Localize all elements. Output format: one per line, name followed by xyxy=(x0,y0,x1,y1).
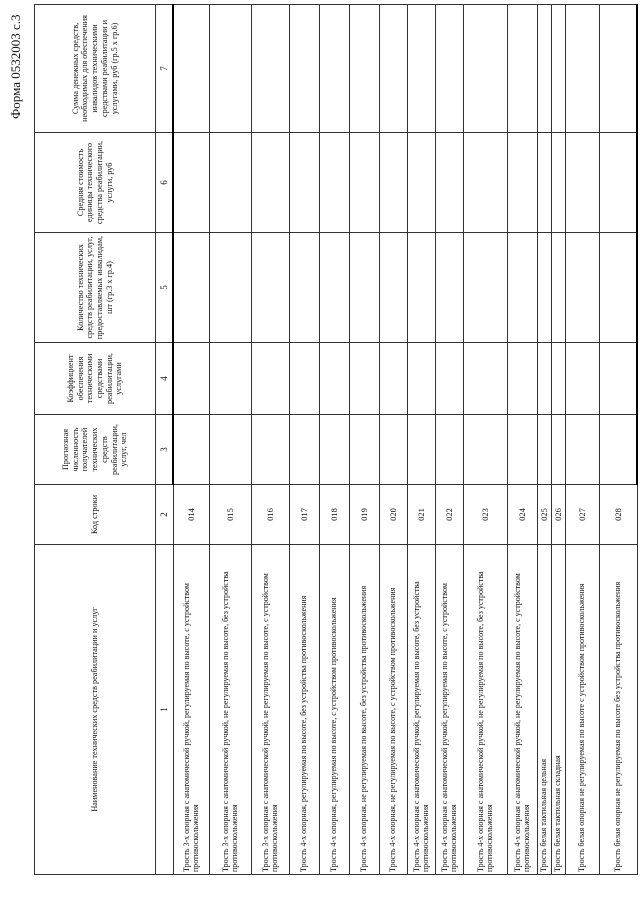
row-name: Трость 3-х опорная с анатомической ручкой, не регулируемая по высоте, с устройством противоскольжения xyxy=(251,545,289,875)
empty-value-cell[interactable] xyxy=(251,233,289,343)
row-code: 027 xyxy=(565,485,599,545)
row-code: 018 xyxy=(319,485,349,545)
row-code: 014 xyxy=(173,485,209,545)
empty-value-cell[interactable] xyxy=(289,133,319,233)
column-number-row xyxy=(156,5,174,875)
column-number: 4 xyxy=(156,343,174,415)
rehabilitation-means-table xyxy=(34,4,638,875)
empty-value-cell[interactable] xyxy=(507,415,537,485)
empty-value-cell[interactable] xyxy=(407,415,435,485)
row-code: 025 xyxy=(537,485,551,545)
table-row xyxy=(507,5,537,875)
empty-value-cell[interactable] xyxy=(289,5,319,133)
row-name: Трость белая тактильная складная xyxy=(551,545,565,875)
empty-value-cell[interactable] xyxy=(407,5,435,133)
empty-value-cell[interactable] xyxy=(349,133,379,233)
empty-value-cell[interactable] xyxy=(209,415,251,485)
empty-value-cell[interactable] xyxy=(209,343,251,415)
empty-value-cell[interactable] xyxy=(565,133,599,233)
empty-value-cell[interactable] xyxy=(463,343,507,415)
empty-value-cell[interactable] xyxy=(435,415,463,485)
header-code: Код строки xyxy=(35,485,156,545)
row-code: 019 xyxy=(349,485,379,545)
header-total-sum: Сумма денежных средств, необходимых для обеспечения инвалидов техническими средствами реабилитации и услугами, руб (гр.5 х гр.6) xyxy=(35,5,156,133)
empty-value-cell[interactable] xyxy=(537,343,551,415)
empty-value-cell[interactable] xyxy=(537,415,551,485)
empty-value-cell[interactable] xyxy=(507,343,537,415)
table-row xyxy=(565,5,599,875)
empty-value-cell[interactable] xyxy=(319,343,349,415)
empty-value-cell[interactable] xyxy=(507,5,537,133)
empty-value-cell[interactable] xyxy=(209,133,251,233)
row-name: Трость белая опорная не регулируемая по высоте с устройством противоскольжения xyxy=(565,545,599,875)
empty-value-cell[interactable] xyxy=(565,415,599,485)
empty-value-cell[interactable] xyxy=(289,343,319,415)
empty-value-cell[interactable] xyxy=(551,415,565,485)
table-row xyxy=(349,5,379,875)
table-row xyxy=(463,5,507,875)
empty-value-cell[interactable] xyxy=(173,343,209,415)
row-name: Трость 3-х опорная с анатомической ручкой, регулируемая по высоте, с устройством противоскольжения xyxy=(173,545,209,875)
empty-value-cell[interactable] xyxy=(379,343,407,415)
empty-value-cell[interactable] xyxy=(537,5,551,133)
table-row xyxy=(379,5,407,875)
empty-value-cell[interactable] xyxy=(537,233,551,343)
header-coefficient: Коэффициент обеспечения техническими средствами реабилитации, услугами xyxy=(35,343,156,415)
empty-value-cell[interactable] xyxy=(565,5,599,133)
empty-value-cell[interactable] xyxy=(599,415,637,485)
empty-value-cell[interactable] xyxy=(379,133,407,233)
table-row xyxy=(599,5,637,875)
table-row xyxy=(319,5,349,875)
column-number: 5 xyxy=(156,233,174,343)
empty-value-cell[interactable] xyxy=(173,415,209,485)
header-row xyxy=(35,5,156,875)
row-code: 026 xyxy=(551,485,565,545)
empty-value-cell[interactable] xyxy=(379,415,407,485)
row-name: Трость белая опорная не регулируемая по высоте без устройства противоскольжения xyxy=(599,545,637,875)
table-row xyxy=(537,5,551,875)
empty-value-cell[interactable] xyxy=(407,233,435,343)
empty-value-cell[interactable] xyxy=(565,343,599,415)
row-name: Трость 4-х опорная с анатомической ручкой, не регулируемая по высоте, с устройством противоскольжения xyxy=(507,545,537,875)
header-average-cost: Средняя стоимость единицы технического средства реабилитации, услуги, руб xyxy=(35,133,156,233)
empty-value-cell[interactable] xyxy=(209,5,251,133)
empty-value-cell[interactable] xyxy=(173,5,209,133)
empty-value-cell[interactable] xyxy=(407,133,435,233)
empty-value-cell[interactable] xyxy=(537,133,551,233)
table-row xyxy=(551,5,565,875)
column-number: 3 xyxy=(156,415,174,485)
header-forecast-count: Прогнозная численность получателей технических средств реабилитации, услуг, чел xyxy=(35,415,156,485)
row-code: 022 xyxy=(435,485,463,545)
table-body xyxy=(173,5,637,875)
empty-value-cell[interactable] xyxy=(599,343,637,415)
empty-value-cell[interactable] xyxy=(551,133,565,233)
empty-value-cell[interactable] xyxy=(319,133,349,233)
empty-value-cell[interactable] xyxy=(251,343,289,415)
row-name: Трость 4-х опорная, регулируемая по высоте, без устройства противоскольжения xyxy=(289,545,319,875)
empty-value-cell[interactable] xyxy=(435,133,463,233)
empty-value-cell[interactable] xyxy=(507,233,537,343)
row-code: 023 xyxy=(463,485,507,545)
empty-value-cell[interactable] xyxy=(435,5,463,133)
empty-value-cell[interactable] xyxy=(379,5,407,133)
row-name: Трость 4-х опорная, не регулируемая по высоте, с устройством противоскольжения xyxy=(379,545,407,875)
empty-value-cell[interactable] xyxy=(551,343,565,415)
column-number: 6 xyxy=(156,133,174,233)
empty-value-cell[interactable] xyxy=(349,415,379,485)
empty-value-cell[interactable] xyxy=(209,233,251,343)
empty-value-cell[interactable] xyxy=(319,233,349,343)
table-row xyxy=(173,5,209,875)
empty-value-cell[interactable] xyxy=(379,233,407,343)
empty-value-cell[interactable] xyxy=(463,133,507,233)
table-row xyxy=(289,5,319,875)
empty-value-cell[interactable] xyxy=(435,343,463,415)
header-quantity: Количество технических средств реабилитации, услуг, предоставляемых инвалидам, шт (гр.3 х гр.4) xyxy=(35,233,156,343)
row-name: Трость белая тактильная цельная xyxy=(537,545,551,875)
empty-value-cell[interactable] xyxy=(435,233,463,343)
empty-value-cell[interactable] xyxy=(565,233,599,343)
empty-value-cell[interactable] xyxy=(349,343,379,415)
empty-value-cell[interactable] xyxy=(463,415,507,485)
empty-value-cell[interactable] xyxy=(289,415,319,485)
empty-value-cell[interactable] xyxy=(507,133,537,233)
empty-value-cell[interactable] xyxy=(289,233,319,343)
header-name: Наименование технических средств реабилитации и услуг xyxy=(35,545,156,875)
empty-value-cell[interactable] xyxy=(319,415,349,485)
empty-value-cell[interactable] xyxy=(599,5,637,133)
table-row xyxy=(407,5,435,875)
column-number: 1 xyxy=(156,545,174,875)
row-name: Трость 4-х опорная с анатомической ручкой, не регулируемая по высоте, без устройства противоскольжения xyxy=(463,545,507,875)
row-code: 028 xyxy=(599,485,637,545)
row-code: 017 xyxy=(289,485,319,545)
empty-value-cell[interactable] xyxy=(407,343,435,415)
empty-value-cell[interactable] xyxy=(319,5,349,133)
row-name: Трость 4-х опорная с анатомической ручкой, регулируемая по высоте, с устройством противоскольжения xyxy=(435,545,463,875)
row-name: Трость 3-х опорная с анатомической ручкой, не регулируемая по высоте, без устройства противоскольжения xyxy=(209,545,251,875)
empty-value-cell[interactable] xyxy=(551,5,565,133)
empty-value-cell[interactable] xyxy=(173,133,209,233)
column-number: 7 xyxy=(156,5,174,133)
empty-value-cell[interactable] xyxy=(349,5,379,133)
empty-value-cell[interactable] xyxy=(251,5,289,133)
row-code: 020 xyxy=(379,485,407,545)
empty-value-cell[interactable] xyxy=(463,5,507,133)
row-name: Трость 4-х опорная с анатомической ручкой, регулируемая по высоте, без устройства противоскольжения xyxy=(407,545,435,875)
row-name: Трость 4-х опорная, не регулируемая по высоте, без устройства противоскольжения xyxy=(349,545,379,875)
table-row xyxy=(209,5,251,875)
row-code: 024 xyxy=(507,485,537,545)
form-title: Форма 0532003 с.3 xyxy=(8,14,23,119)
row-name: Трость 4-х опорная, регулируемая по высоте, с устройством противоскольжения xyxy=(319,545,349,875)
empty-value-cell[interactable] xyxy=(173,233,209,343)
empty-value-cell[interactable] xyxy=(599,233,637,343)
empty-value-cell[interactable] xyxy=(551,233,565,343)
row-code: 021 xyxy=(407,485,435,545)
row-code: 016 xyxy=(251,485,289,545)
empty-value-cell[interactable] xyxy=(251,133,289,233)
empty-value-cell[interactable] xyxy=(251,415,289,485)
empty-value-cell[interactable] xyxy=(349,233,379,343)
empty-value-cell[interactable] xyxy=(599,133,637,233)
column-number: 2 xyxy=(156,485,174,545)
empty-value-cell[interactable] xyxy=(463,233,507,343)
row-code: 015 xyxy=(209,485,251,545)
table-row xyxy=(251,5,289,875)
table-row xyxy=(435,5,463,875)
